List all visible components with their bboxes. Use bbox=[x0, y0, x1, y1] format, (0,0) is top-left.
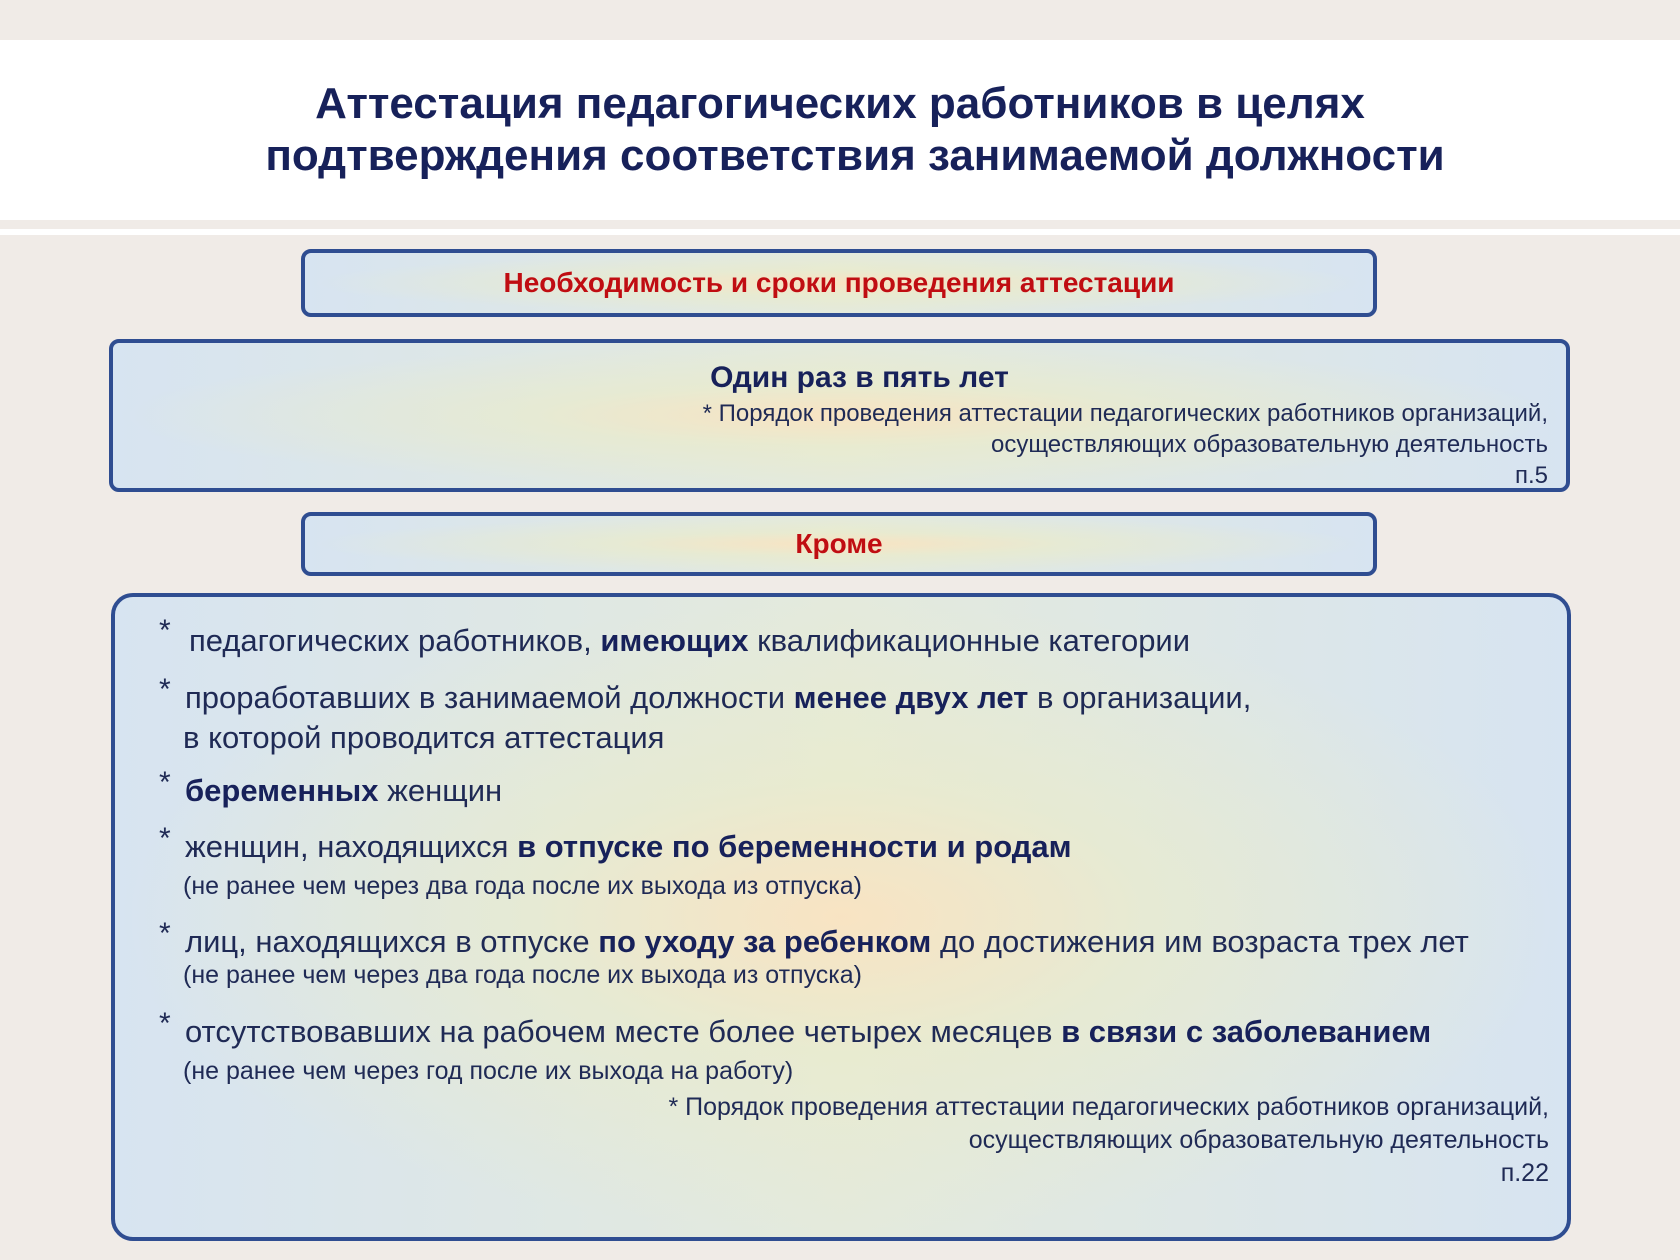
list-reference bbox=[668, 1091, 1549, 1190]
title-band bbox=[0, 40, 1680, 220]
period-reference-line1: * Порядок проведения аттестации педагогических работников организаций, bbox=[702, 400, 1548, 427]
need-and-terms-header bbox=[301, 249, 1377, 317]
need-and-terms-label: Необходимость и сроки проведения аттестации bbox=[503, 267, 1175, 298]
exception-note: (не ранее чем через два года после их выхода из отпуска) bbox=[183, 961, 863, 989]
exceptions-box bbox=[111, 593, 1571, 1241]
list-reference-line3: п.22 bbox=[1500, 1159, 1549, 1187]
bullet-star: * bbox=[159, 917, 171, 950]
period-reference-line3: п.5 bbox=[1514, 462, 1548, 489]
title-divider bbox=[0, 229, 1680, 235]
exception-note: (не ранее чем через два года после их выхода из отпуска) bbox=[183, 872, 863, 900]
page-title-line2: подтверждения соответствия занимаемой должности bbox=[265, 131, 1445, 180]
except-label: Кроме bbox=[795, 528, 883, 559]
bullet-star: * bbox=[159, 766, 171, 799]
exception-note: (не ранее чем через год после их выхода на работу) bbox=[183, 1057, 794, 1085]
exception-item-qualified: * педагогических работников, имеющих квалификационные категории bbox=[189, 621, 1190, 661]
bullet-star: * bbox=[159, 614, 171, 647]
period-box bbox=[109, 339, 1570, 492]
bullet-star: * bbox=[159, 822, 171, 855]
list-reference-line1: * Порядок проведения аттестации педагогических работников организаций, bbox=[668, 1093, 1549, 1121]
period-reference bbox=[703, 398, 1548, 491]
exception-item-less-than-two-years: * проработавших в занимаемой должности менее двух лет в организации, в которой проводится аттестация bbox=[185, 678, 1251, 758]
exception-item-pregnant: * беременных женщин bbox=[185, 771, 502, 811]
bullet-star: * bbox=[159, 1007, 171, 1040]
exception-item-childcare-leave: * лиц, находящихся в отпуске по уходу за ребенком до достижения им возраста трех лет (не ранее чем через два года после их выхода из отпуска) bbox=[185, 922, 1469, 992]
except-header bbox=[301, 512, 1377, 576]
exception-item-illness: * отсутствовавших на рабочем месте более четырех месяцев в связи с заболеванием (не ранее чем через год после их выхода на работу) bbox=[185, 1012, 1431, 1088]
list-reference-line2: осуществляющих образовательную деятельность bbox=[968, 1126, 1549, 1154]
period-reference-line2: осуществляющих образовательную деятельность bbox=[990, 431, 1548, 458]
bullet-star: * bbox=[159, 673, 171, 706]
period-main-text: Один раз в пять лет bbox=[710, 361, 1009, 394]
exception-item-maternity-leave: * женщин, находящихся в отпуске по беременности и родам (не ранее чем через два года после их выхода из отпуска) bbox=[185, 827, 1072, 903]
page-title-line1: Аттестация педагогических работников в целях bbox=[315, 79, 1365, 128]
